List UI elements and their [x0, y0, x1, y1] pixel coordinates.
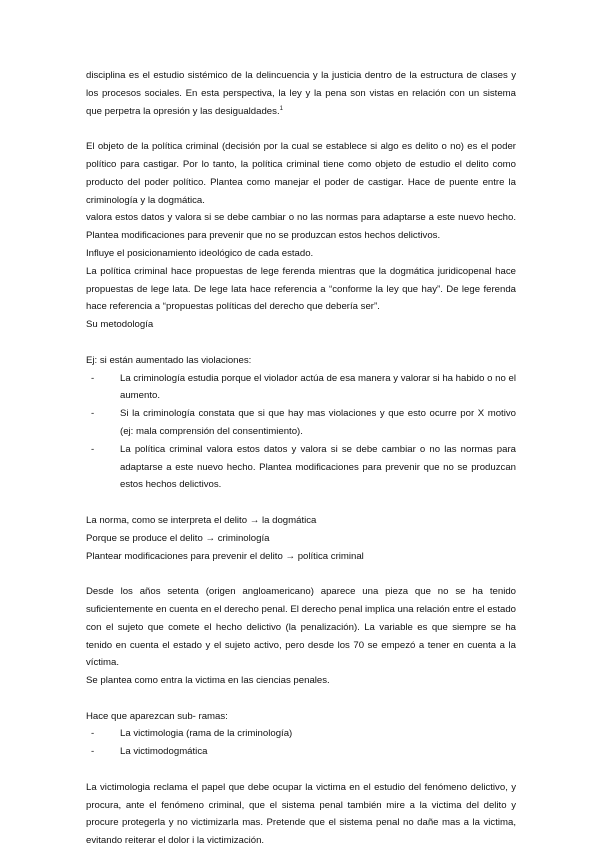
spacer [86, 690, 516, 708]
paragraph-victimologia: La victimologia reclama el papel que debe ocupar la victima en el estudio del fenómeno delictivo, y procura, ante el fenómeno criminal, que el sistema penal también mire a la victima del delito y procure protegerla y no victimizarla mas. Pretende que el sistema penal no dañe mas a la victima, evitando reiterar el dolor i la victimización. [86, 781, 516, 847]
summary-line-dogmatica: La norma, como se interpreta el delito → la dogmática [86, 514, 317, 526]
footnote-marker[interactable]: 1 [279, 105, 283, 112]
subramas-list [86, 725, 516, 761]
paragraph-victima-origen: Desde los años setenta (origen angloamericano) aparece una pieza que no se ha tenido suficientemente en cuenta en el derecho penal. El derecho penal implica una relación entre el estado con el sujeto que comete el hecho delictivo (la penalización). La variable es que siempre se ha tenido en cuenta el estado y el sujeto activo, pero desde los 70 se empezó a tener en cuenta a la víctima. [86, 586, 516, 669]
list-item: - La victimodogmática [120, 743, 516, 761]
list-item: - La criminología estudia porque el violador actúa de esa manera y valorar si ha habido o no el aumento. [120, 370, 516, 406]
document-body [86, 67, 516, 850]
spacer [86, 761, 516, 779]
spacer [86, 494, 516, 512]
paragraph-valora: valora estos datos y valora si se debe cambiar o no las normas para adaptarse a este nuevo hecho. Plantea modificaciones para prevenir que no se produzcan estos hechos delictivos. [86, 212, 516, 242]
paragraph-definition [86, 67, 516, 120]
list-item: - La política criminal valora estos datos y valora si se debe cambiar o no las normas para adaptarse a este nuevo hecho. Plantea modificaciones para prevenir que no se produzcan estos hechos delictivos. [120, 441, 516, 494]
summary-line-politica-criminal: Plantear modificaciones para prevenir el delito → política criminal [86, 550, 364, 562]
spacer [86, 334, 516, 352]
list-item: - Si la criminología constata que si que hay mas violaciones y que esto ocurre por X motivo (ej: mala comprensión del consentimiento). [120, 405, 516, 441]
summary-line-criminologia: Porque se produce el delito → criminología [86, 532, 270, 544]
paragraph-metodologia: Su metodología [86, 319, 154, 331]
spacer [86, 565, 516, 583]
paragraph-ciencias-penales: Se plantea como entra la victima en las ciencias penales. [86, 675, 330, 687]
spacer [86, 120, 516, 138]
paragraph-objeto: El objeto de la política criminal (decisión por la cual se establece si algo es delito o no) es el poder político para castigar. Por lo tanto, la política criminal tiene como objeto de estudio el delito como producto del poder político. Plantea como manejar el poder de castigar. Hace de puente entre la criminología y la dogmática. [86, 141, 516, 206]
subramas-intro: Hace que aparezcan sub- ramas: [86, 710, 228, 722]
example-list [86, 370, 516, 495]
paragraph-definition-text: disciplina es el estudio sistémico de la delincuencia y la justicia dentro de la estructura de clases y los procesos sociales. En esta perspectiva, la ley y la pena son vistas en relación con un sistema que perpetra la opresión y las desigualdades. [86, 70, 516, 117]
paragraph-lege-ferenda: La política criminal hace propuestas de lege ferenda mientras que la dogmática juridicopenal hace propuestas de lege lata. De lege lata hace referencia a “conforme la ley que hay”. De lege ferenda hace referencia a “propuestas políticas del derecho que debería ser”. [86, 265, 516, 313]
paragraph-influye: Influye el posicionamiento ideológico de cada estado. [86, 247, 314, 259]
list-item: - La victimologia (rama de la criminología) [120, 725, 516, 743]
example-intro: Ej: si están aumentado las violaciones: [86, 354, 252, 366]
